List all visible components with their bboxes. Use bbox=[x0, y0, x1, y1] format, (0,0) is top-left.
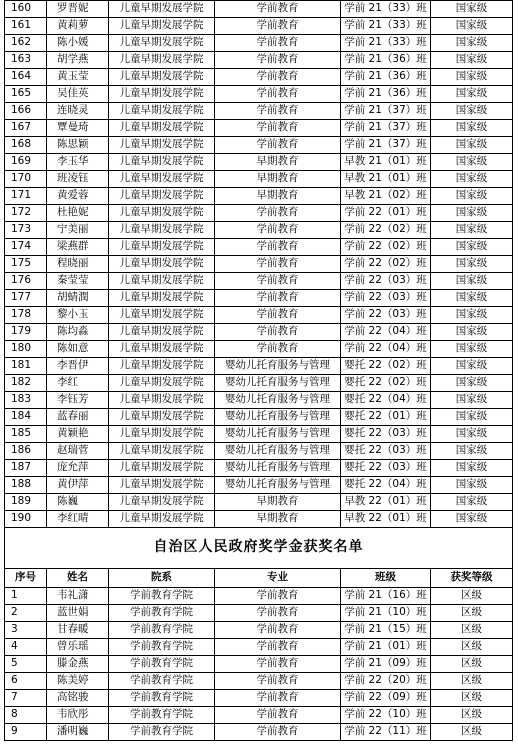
cell-serial: 172 bbox=[5, 205, 47, 222]
cell-major: 早期教育 bbox=[215, 494, 341, 511]
cell-award-level: 国家级 bbox=[431, 222, 513, 239]
cell-department: 学前教育学院 bbox=[109, 724, 215, 741]
cell-name: 滕金燕 bbox=[47, 656, 109, 673]
cell-class: 学前 21（36）班 bbox=[341, 52, 431, 69]
cell-department: 儿童早期发展学院 bbox=[109, 18, 215, 35]
cell-award-level: 国家级 bbox=[431, 256, 513, 273]
cell-name: 覃曼琦 bbox=[47, 120, 109, 137]
table-row bbox=[5, 273, 513, 290]
cell-major: 早期教育 bbox=[215, 188, 341, 205]
cell-name: 韦礼潇 bbox=[47, 588, 109, 605]
cell-serial: 161 bbox=[5, 18, 47, 35]
national-award-rows bbox=[5, 1, 513, 528]
table-row bbox=[5, 690, 513, 707]
cell-award-level: 区级 bbox=[431, 707, 513, 724]
cell-major: 学前教育 bbox=[215, 690, 341, 707]
table-row bbox=[5, 443, 513, 460]
cell-major: 学前教育 bbox=[215, 1, 341, 18]
cell-award-level: 国家级 bbox=[431, 307, 513, 324]
cell-name: 陈美婷 bbox=[47, 673, 109, 690]
table-header bbox=[5, 569, 513, 588]
cell-department: 儿童早期发展学院 bbox=[109, 222, 215, 239]
cell-class: 早教 21（01）班 bbox=[341, 154, 431, 171]
cell-serial: 170 bbox=[5, 171, 47, 188]
cell-department: 学前教育学院 bbox=[109, 622, 215, 639]
cell-name: 连晓灵 bbox=[47, 103, 109, 120]
header-class: 班级 bbox=[341, 569, 431, 588]
cell-award-level: 国家级 bbox=[431, 86, 513, 103]
cell-department: 儿童早期发展学院 bbox=[109, 1, 215, 18]
cell-serial: 9 bbox=[5, 724, 47, 741]
cell-serial: 4 bbox=[5, 639, 47, 656]
table-row bbox=[5, 103, 513, 120]
cell-major: 学前教育 bbox=[215, 52, 341, 69]
cell-class: 学前 22（02）班 bbox=[341, 239, 431, 256]
cell-serial: 173 bbox=[5, 222, 47, 239]
cell-class: 学前 22（09）班 bbox=[341, 690, 431, 707]
table-row bbox=[5, 707, 513, 724]
cell-department: 儿童早期发展学院 bbox=[109, 256, 215, 273]
table-row bbox=[5, 409, 513, 426]
cell-serial: 165 bbox=[5, 86, 47, 103]
cell-name: 陈巍 bbox=[47, 494, 109, 511]
cell-department: 儿童早期发展学院 bbox=[109, 205, 215, 222]
cell-major: 婴幼儿托育服务与管理 bbox=[215, 375, 341, 392]
regional-award-rows bbox=[5, 588, 513, 741]
cell-serial: 187 bbox=[5, 460, 47, 477]
table-row bbox=[5, 460, 513, 477]
cell-serial: 7 bbox=[5, 690, 47, 707]
cell-class: 学前 21（36）班 bbox=[341, 86, 431, 103]
cell-major: 学前教育 bbox=[215, 205, 341, 222]
cell-award-level: 区级 bbox=[431, 588, 513, 605]
cell-serial: 8 bbox=[5, 707, 47, 724]
cell-department: 儿童早期发展学院 bbox=[109, 35, 215, 52]
cell-serial: 167 bbox=[5, 120, 47, 137]
cell-class: 学前 22（02）班 bbox=[341, 222, 431, 239]
cell-serial: 5 bbox=[5, 656, 47, 673]
cell-class: 学前 21（37）班 bbox=[341, 137, 431, 154]
cell-award-level: 区级 bbox=[431, 690, 513, 707]
cell-name: 韦欣彤 bbox=[47, 707, 109, 724]
cell-award-level: 国家级 bbox=[431, 52, 513, 69]
cell-serial: 183 bbox=[5, 392, 47, 409]
cell-class: 早教 22（01）班 bbox=[341, 511, 431, 528]
cell-award-level: 国家级 bbox=[431, 409, 513, 426]
table-row bbox=[5, 222, 513, 239]
table-row bbox=[5, 477, 513, 494]
cell-class: 学前 21（36）班 bbox=[341, 69, 431, 86]
cell-serial: 184 bbox=[5, 409, 47, 426]
cell-department: 学前教育学院 bbox=[109, 588, 215, 605]
cell-major: 婴幼儿托育服务与管理 bbox=[215, 443, 341, 460]
cell-serial: 163 bbox=[5, 52, 47, 69]
cell-major: 早期教育 bbox=[215, 154, 341, 171]
cell-department: 儿童早期发展学院 bbox=[109, 460, 215, 477]
cell-award-level: 国家级 bbox=[431, 324, 513, 341]
cell-class: 婴托 22（03）班 bbox=[341, 443, 431, 460]
cell-award-level: 国家级 bbox=[431, 35, 513, 52]
cell-serial: 176 bbox=[5, 273, 47, 290]
cell-name: 陈思颖 bbox=[47, 137, 109, 154]
cell-name: 黄伊萍 bbox=[47, 477, 109, 494]
cell-name: 黄玉莹 bbox=[47, 69, 109, 86]
cell-award-level: 国家级 bbox=[431, 103, 513, 120]
cell-class: 学前 22（04）班 bbox=[341, 341, 431, 358]
cell-major: 学前教育 bbox=[215, 290, 341, 307]
cell-department: 儿童早期发展学院 bbox=[109, 120, 215, 137]
cell-class: 学前 21（09）班 bbox=[341, 656, 431, 673]
cell-department: 儿童早期发展学院 bbox=[109, 86, 215, 103]
cell-award-level: 国家级 bbox=[431, 477, 513, 494]
cell-award-level: 国家级 bbox=[431, 1, 513, 18]
table-row bbox=[5, 18, 513, 35]
table-row bbox=[5, 622, 513, 639]
cell-class: 学前 22（04）班 bbox=[341, 324, 431, 341]
cell-name: 李红晴 bbox=[47, 511, 109, 528]
cell-department: 儿童早期发展学院 bbox=[109, 154, 215, 171]
table-row bbox=[5, 426, 513, 443]
cell-department: 儿童早期发展学院 bbox=[109, 426, 215, 443]
cell-major: 学前教育 bbox=[215, 18, 341, 35]
cell-award-level: 国家级 bbox=[431, 171, 513, 188]
cell-major: 学前教育 bbox=[215, 588, 341, 605]
cell-major: 学前教育 bbox=[215, 307, 341, 324]
cell-major: 学前教育 bbox=[215, 324, 341, 341]
cell-major: 学前教育 bbox=[215, 256, 341, 273]
cell-serial: 185 bbox=[5, 426, 47, 443]
table-row bbox=[5, 205, 513, 222]
cell-serial: 2 bbox=[5, 605, 47, 622]
table-row bbox=[5, 656, 513, 673]
cell-award-level: 国家级 bbox=[431, 511, 513, 528]
cell-class: 婴托 22（03）班 bbox=[341, 460, 431, 477]
table-row bbox=[5, 52, 513, 69]
cell-award-level: 国家级 bbox=[431, 358, 513, 375]
cell-class: 早教 21（01）班 bbox=[341, 171, 431, 188]
cell-award-level: 国家级 bbox=[431, 18, 513, 35]
cell-serial: 164 bbox=[5, 69, 47, 86]
cell-class: 学前 22（03）班 bbox=[341, 307, 431, 324]
cell-department: 儿童早期发展学院 bbox=[109, 273, 215, 290]
table-row bbox=[5, 511, 513, 528]
cell-major: 学前教育 bbox=[215, 137, 341, 154]
cell-name: 李红 bbox=[47, 375, 109, 392]
cell-class: 学前 22（03）班 bbox=[341, 290, 431, 307]
cell-name: 庞允萍 bbox=[47, 460, 109, 477]
cell-name: 胡学燕 bbox=[47, 52, 109, 69]
table-row bbox=[5, 639, 513, 656]
header-award-level: 获奖等级 bbox=[431, 569, 513, 588]
cell-award-level: 国家级 bbox=[431, 120, 513, 137]
cell-award-level: 国家级 bbox=[431, 375, 513, 392]
cell-class: 婴托 22（01）班 bbox=[341, 409, 431, 426]
table-row bbox=[5, 154, 513, 171]
table-row bbox=[5, 358, 513, 375]
table-row bbox=[5, 256, 513, 273]
cell-major: 学前教育 bbox=[215, 222, 341, 239]
cell-award-level: 区级 bbox=[431, 605, 513, 622]
cell-award-level: 国家级 bbox=[431, 494, 513, 511]
cell-major: 婴幼儿托育服务与管理 bbox=[215, 477, 341, 494]
cell-major: 早期教育 bbox=[215, 511, 341, 528]
cell-name: 陈均淼 bbox=[47, 324, 109, 341]
table-row bbox=[5, 188, 513, 205]
cell-class: 学前 21（10）班 bbox=[341, 605, 431, 622]
cell-department: 儿童早期发展学院 bbox=[109, 69, 215, 86]
cell-major: 学前教育 bbox=[215, 656, 341, 673]
header-name: 姓名 bbox=[47, 569, 109, 588]
cell-department: 儿童早期发展学院 bbox=[109, 477, 215, 494]
cell-class: 早教 22（01）班 bbox=[341, 494, 431, 511]
cell-major: 学前教育 bbox=[215, 103, 341, 120]
cell-award-level: 国家级 bbox=[431, 205, 513, 222]
cell-award-level: 国家级 bbox=[431, 443, 513, 460]
cell-major: 婴幼儿托育服务与管理 bbox=[215, 358, 341, 375]
cell-name: 陈小媛 bbox=[47, 35, 109, 52]
cell-serial: 171 bbox=[5, 188, 47, 205]
cell-department: 儿童早期发展学院 bbox=[109, 137, 215, 154]
table-row bbox=[5, 392, 513, 409]
table-row bbox=[5, 724, 513, 741]
cell-name: 胡蜻潤 bbox=[47, 290, 109, 307]
table-row bbox=[5, 137, 513, 154]
table-row bbox=[5, 673, 513, 690]
cell-name: 黄颖艳 bbox=[47, 426, 109, 443]
cell-serial: 181 bbox=[5, 358, 47, 375]
cell-major: 婴幼儿托育服务与管理 bbox=[215, 409, 341, 426]
cell-department: 儿童早期发展学院 bbox=[109, 290, 215, 307]
cell-department: 儿童早期发展学院 bbox=[109, 494, 215, 511]
section-title: 自治区人民政府奖学金获奖名单 bbox=[5, 528, 513, 569]
cell-serial: 169 bbox=[5, 154, 47, 171]
cell-department: 儿童早期发展学院 bbox=[109, 52, 215, 69]
cell-name: 程晓丽 bbox=[47, 256, 109, 273]
cell-major: 学前教育 bbox=[215, 86, 341, 103]
cell-class: 学前 22（10）班 bbox=[341, 707, 431, 724]
header-department: 院系 bbox=[109, 569, 215, 588]
cell-serial: 3 bbox=[5, 622, 47, 639]
cell-name: 秦莹莹 bbox=[47, 273, 109, 290]
cell-award-level: 区级 bbox=[431, 656, 513, 673]
cell-name: 黄莉萝 bbox=[47, 18, 109, 35]
cell-serial: 177 bbox=[5, 290, 47, 307]
cell-class: 学前 21（33）班 bbox=[341, 1, 431, 18]
cell-department: 儿童早期发展学院 bbox=[109, 341, 215, 358]
table-row bbox=[5, 86, 513, 103]
cell-name: 李玉华 bbox=[47, 154, 109, 171]
table-row bbox=[5, 69, 513, 86]
cell-department: 儿童早期发展学院 bbox=[109, 324, 215, 341]
cell-serial: 180 bbox=[5, 341, 47, 358]
table-row bbox=[5, 588, 513, 605]
header-serial: 序号 bbox=[5, 569, 47, 588]
cell-class: 学前 21（37）班 bbox=[341, 103, 431, 120]
cell-name: 吴佳英 bbox=[47, 86, 109, 103]
cell-serial: 190 bbox=[5, 511, 47, 528]
cell-serial: 1 bbox=[5, 588, 47, 605]
cell-class: 学前 22（11）班 bbox=[341, 724, 431, 741]
cell-major: 学前教育 bbox=[215, 707, 341, 724]
table-row bbox=[5, 605, 513, 622]
cell-class: 学前 22（03）班 bbox=[341, 273, 431, 290]
cell-name: 黎小玉 bbox=[47, 307, 109, 324]
cell-name: 杜艳妮 bbox=[47, 205, 109, 222]
cell-name: 高铭骏 bbox=[47, 690, 109, 707]
cell-department: 儿童早期发展学院 bbox=[109, 307, 215, 324]
table-row bbox=[5, 375, 513, 392]
award-table bbox=[4, 0, 513, 741]
cell-department: 儿童早期发展学院 bbox=[109, 409, 215, 426]
cell-award-level: 区级 bbox=[431, 673, 513, 690]
cell-department: 学前教育学院 bbox=[109, 673, 215, 690]
cell-department: 儿童早期发展学院 bbox=[109, 103, 215, 120]
cell-class: 婴托 22（02）班 bbox=[341, 375, 431, 392]
cell-name: 黄爱蓉 bbox=[47, 188, 109, 205]
cell-serial: 179 bbox=[5, 324, 47, 341]
cell-name: 宁美丽 bbox=[47, 222, 109, 239]
cell-name: 蓝春丽 bbox=[47, 409, 109, 426]
cell-major: 学前教育 bbox=[215, 273, 341, 290]
cell-award-level: 国家级 bbox=[431, 137, 513, 154]
table-row bbox=[5, 35, 513, 52]
cell-name: 李晋伊 bbox=[47, 358, 109, 375]
cell-major: 早期教育 bbox=[215, 171, 341, 188]
cell-department: 儿童早期发展学院 bbox=[109, 171, 215, 188]
cell-award-level: 国家级 bbox=[431, 239, 513, 256]
cell-award-level: 国家级 bbox=[431, 426, 513, 443]
cell-name: 班凌钰 bbox=[47, 171, 109, 188]
cell-award-level: 区级 bbox=[431, 724, 513, 741]
cell-department: 儿童早期发展学院 bbox=[109, 188, 215, 205]
cell-name: 潘明巍 bbox=[47, 724, 109, 741]
cell-class: 学前 21（37）班 bbox=[341, 120, 431, 137]
cell-major: 学前教育 bbox=[215, 605, 341, 622]
cell-serial: 178 bbox=[5, 307, 47, 324]
cell-name: 曾乐瑶 bbox=[47, 639, 109, 656]
cell-serial: 6 bbox=[5, 673, 47, 690]
table-row bbox=[5, 1, 513, 18]
cell-major: 学前教育 bbox=[215, 673, 341, 690]
cell-name: 甘春暖 bbox=[47, 622, 109, 639]
cell-award-level: 国家级 bbox=[431, 392, 513, 409]
cell-award-level: 国家级 bbox=[431, 69, 513, 86]
cell-major: 婴幼儿托育服务与管理 bbox=[215, 426, 341, 443]
cell-class: 学前 21（15）班 bbox=[341, 622, 431, 639]
cell-award-level: 国家级 bbox=[431, 460, 513, 477]
cell-class: 婴托 22（03）班 bbox=[341, 426, 431, 443]
document-sheet bbox=[4, 0, 512, 741]
cell-serial: 186 bbox=[5, 443, 47, 460]
section-title-row bbox=[5, 528, 513, 569]
table-row bbox=[5, 324, 513, 341]
cell-department: 儿童早期发展学院 bbox=[109, 239, 215, 256]
cell-major: 学前教育 bbox=[215, 35, 341, 52]
cell-major: 学前教育 bbox=[215, 622, 341, 639]
cell-class: 学前 21（01）班 bbox=[341, 639, 431, 656]
cell-class: 学前 21（33）班 bbox=[341, 35, 431, 52]
cell-department: 儿童早期发展学院 bbox=[109, 443, 215, 460]
cell-department: 学前教育学院 bbox=[109, 656, 215, 673]
cell-major: 婴幼儿托育服务与管理 bbox=[215, 460, 341, 477]
table-row bbox=[5, 290, 513, 307]
cell-major: 学前教育 bbox=[215, 239, 341, 256]
table-row bbox=[5, 120, 513, 137]
cell-class: 学前 21（33）班 bbox=[341, 18, 431, 35]
cell-department: 儿童早期发展学院 bbox=[109, 511, 215, 528]
cell-department: 儿童早期发展学院 bbox=[109, 392, 215, 409]
cell-class: 婴托 22（04）班 bbox=[341, 392, 431, 409]
cell-class: 学前 22（20）班 bbox=[341, 673, 431, 690]
cell-class: 学前 21（16）班 bbox=[341, 588, 431, 605]
cell-major: 学前教育 bbox=[215, 341, 341, 358]
cell-award-level: 区级 bbox=[431, 622, 513, 639]
table-row bbox=[5, 171, 513, 188]
cell-department: 学前教育学院 bbox=[109, 690, 215, 707]
cell-serial: 166 bbox=[5, 103, 47, 120]
cell-name: 李钰芳 bbox=[47, 392, 109, 409]
cell-serial: 168 bbox=[5, 137, 47, 154]
cell-serial: 189 bbox=[5, 494, 47, 511]
cell-award-level: 国家级 bbox=[431, 273, 513, 290]
cell-department: 儿童早期发展学院 bbox=[109, 375, 215, 392]
cell-name: 蓝世娟 bbox=[47, 605, 109, 622]
cell-department: 学前教育学院 bbox=[109, 639, 215, 656]
cell-department: 学前教育学院 bbox=[109, 707, 215, 724]
cell-class: 婴托 22（02）班 bbox=[341, 358, 431, 375]
table-row bbox=[5, 239, 513, 256]
cell-name: 罗晋妮 bbox=[47, 1, 109, 18]
cell-major: 学前教育 bbox=[215, 69, 341, 86]
cell-serial: 160 bbox=[5, 1, 47, 18]
cell-serial: 182 bbox=[5, 375, 47, 392]
cell-serial: 162 bbox=[5, 35, 47, 52]
cell-serial: 188 bbox=[5, 477, 47, 494]
cell-name: 陈如意 bbox=[47, 341, 109, 358]
cell-class: 婴托 22（04）班 bbox=[341, 477, 431, 494]
cell-name: 赵瑞菅 bbox=[47, 443, 109, 460]
cell-award-level: 国家级 bbox=[431, 154, 513, 171]
cell-department: 儿童早期发展学院 bbox=[109, 358, 215, 375]
table-row bbox=[5, 307, 513, 324]
cell-award-level: 国家级 bbox=[431, 188, 513, 205]
cell-award-level: 区级 bbox=[431, 639, 513, 656]
cell-serial: 174 bbox=[5, 239, 47, 256]
table-row bbox=[5, 341, 513, 358]
cell-class: 学前 22（02）班 bbox=[341, 256, 431, 273]
cell-award-level: 国家级 bbox=[431, 341, 513, 358]
cell-department: 学前教育学院 bbox=[109, 605, 215, 622]
cell-class: 早教 21（02）班 bbox=[341, 188, 431, 205]
cell-major: 学前教育 bbox=[215, 120, 341, 137]
cell-major: 婴幼儿托育服务与管理 bbox=[215, 392, 341, 409]
cell-name: 梁燕群 bbox=[47, 239, 109, 256]
header-major: 专业 bbox=[215, 569, 341, 588]
cell-major: 学前教育 bbox=[215, 639, 341, 656]
cell-serial: 175 bbox=[5, 256, 47, 273]
cell-class: 学前 22（01）班 bbox=[341, 205, 431, 222]
table-row bbox=[5, 494, 513, 511]
cell-major: 学前教育 bbox=[215, 724, 341, 741]
cell-award-level: 国家级 bbox=[431, 290, 513, 307]
